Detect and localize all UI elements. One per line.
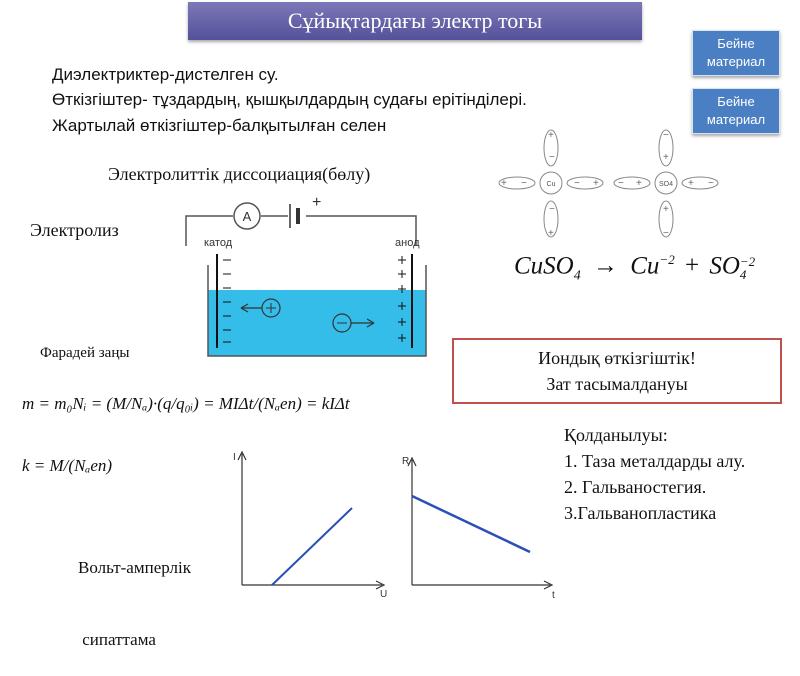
- svg-text:+: +: [663, 152, 669, 163]
- rt-line: [412, 496, 530, 552]
- svg-text:−: −: [663, 228, 669, 239]
- eq-plus: +: [684, 252, 700, 280]
- eq-so-sub: 4: [739, 266, 747, 282]
- slide-title: Сұйықтардағы электр тогы: [188, 2, 642, 40]
- intro-line-dielectrics: Диэлектриктер-дистелген су.: [52, 65, 279, 84]
- eq-cuso4-sub: 4: [573, 268, 581, 284]
- ionic-box-line-1: Иондық өткізгіштік!: [538, 348, 696, 368]
- dissociation-equation: [514, 252, 755, 284]
- anode-label: анод: [395, 237, 420, 249]
- video-button-label-1a: Бейне: [717, 36, 755, 51]
- application-item-2: 2. Гальваностегия.: [564, 477, 707, 497]
- svg-text:+: +: [688, 178, 694, 189]
- applications-list: [564, 422, 745, 526]
- svg-text:−: −: [618, 178, 624, 189]
- dissociation-heading: Электролиттік диссоциация(бөлу): [108, 164, 371, 184]
- applications-heading: Қолданылуы:: [564, 425, 668, 445]
- svg-text:+: +: [548, 228, 554, 239]
- iu-graph: [228, 448, 396, 600]
- faraday-formula-k: k = M/(Nₐen): [22, 456, 113, 475]
- svg-text:−: −: [708, 178, 714, 189]
- application-item-1: 1. Таза металдарды алу.: [564, 451, 746, 471]
- battery-plus: +: [312, 194, 322, 211]
- eq-cu-sup: −2: [659, 252, 675, 267]
- volt-ampere-label: [78, 508, 191, 676]
- faraday-formula-main: m = m₀Nᵢ = (M/Nₐ)·(q/q₀ᵢ) = MIΔt/(Nₐen) = kIΔt: [22, 394, 350, 413]
- ion-dissociation-diagram: [490, 126, 730, 244]
- svg-text:−: −: [549, 204, 555, 215]
- ionic-conductivity-box: [452, 338, 782, 404]
- eq-cuso4: CuSO: [514, 252, 574, 280]
- eq-so-sup: −2: [739, 253, 756, 269]
- video-button-label-1b: материал: [706, 54, 766, 69]
- svg-text:+: +: [636, 178, 642, 189]
- so4-ion-label: SO4: [658, 181, 674, 188]
- rt-x-label: t: [552, 590, 555, 600]
- svg-text:−: −: [663, 130, 669, 141]
- application-item-3: 3.Гальванопластика: [564, 503, 717, 523]
- ammeter-label: A: [242, 209, 252, 224]
- volt-ampere-line-1: Вольт-амперлік: [78, 558, 191, 577]
- iu-x-label: U: [380, 589, 388, 600]
- iu-y-label: I: [233, 452, 236, 463]
- svg-text:−: −: [549, 152, 555, 163]
- volt-ampere-line-2: сипаттама: [78, 630, 156, 649]
- video-button-label-2b: материал: [706, 112, 766, 127]
- video-material-button-1[interactable]: [692, 30, 780, 76]
- svg-text:+: +: [593, 178, 599, 189]
- svg-text:−: −: [521, 178, 527, 189]
- electrolysis-label: Электролиз: [30, 220, 119, 240]
- cu-ion-label: Cu: [546, 181, 556, 188]
- rt-graph: [402, 452, 562, 600]
- eq-arrow: →: [592, 252, 618, 280]
- faraday-law-label: Фарадей заңы: [40, 345, 130, 361]
- iu-line: [272, 508, 352, 585]
- rt-y-label: R: [402, 456, 410, 467]
- eq-so-scripts: [740, 255, 755, 281]
- ionic-box-line-2: Зат тасымалдануы: [546, 374, 688, 394]
- svg-text:−: −: [574, 178, 580, 189]
- electrolysis-cell-diagram: [176, 190, 436, 360]
- svg-text:+: +: [663, 204, 669, 215]
- svg-text:+: +: [548, 130, 554, 141]
- intro-line-semiconductors: Жартылай өткізгіштер-балқытылған селен: [52, 116, 387, 135]
- electrolyte: [208, 290, 426, 356]
- eq-so: SO: [709, 252, 740, 280]
- eq-cu: Cu: [630, 252, 660, 280]
- cathode-label: катод: [204, 237, 233, 249]
- svg-text:+: +: [501, 178, 507, 189]
- video-button-label-2a: Бейне: [717, 94, 755, 109]
- intro-line-conductors: Өткізгіштер- тұздардың, қышқылдардың судағы ерітінділері.: [52, 90, 527, 109]
